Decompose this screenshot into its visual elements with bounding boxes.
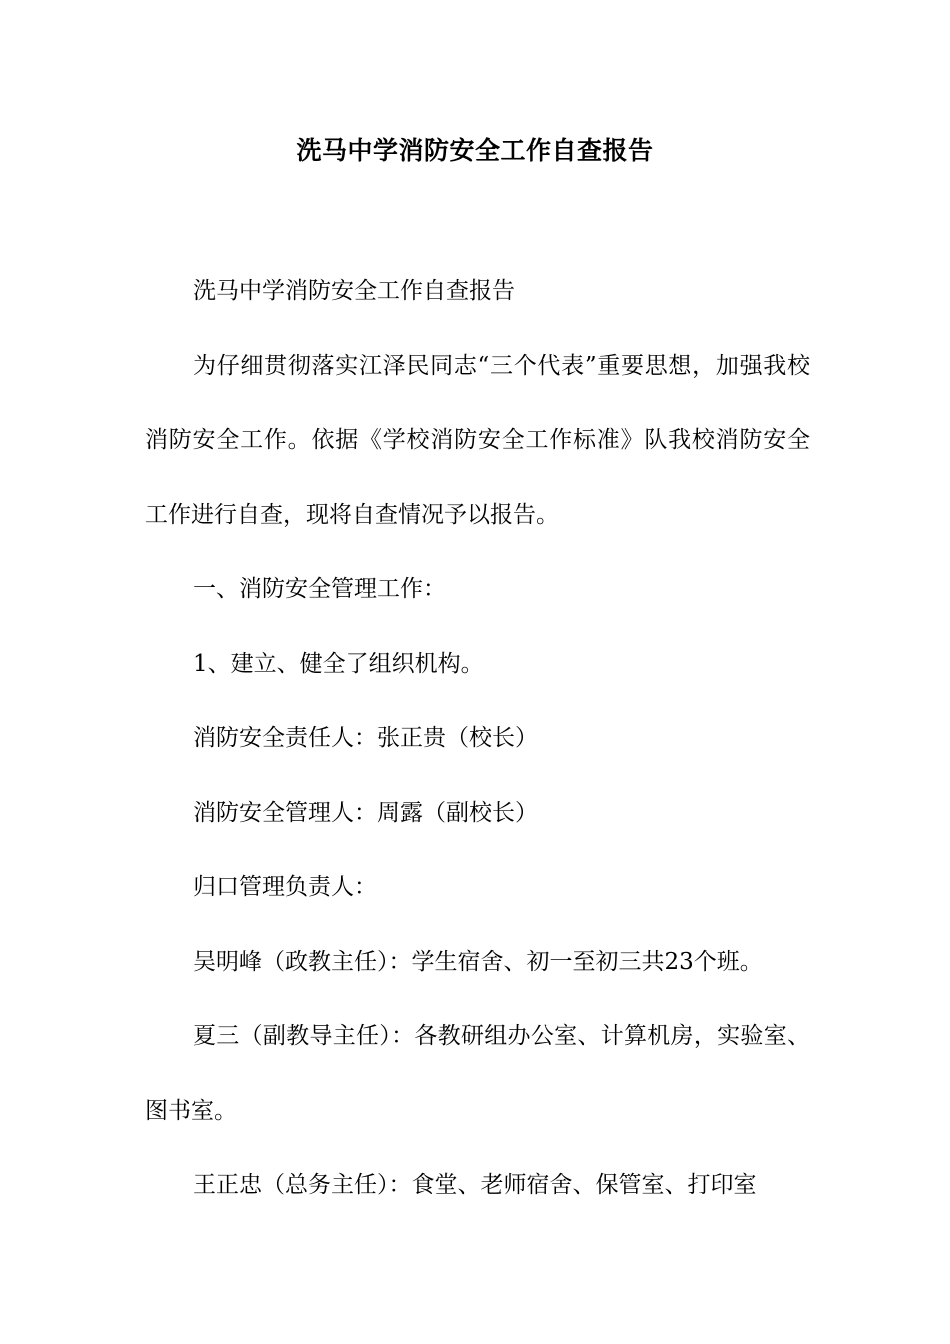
document-body: [145, 254, 810, 1223]
document-title: 洗马中学消防安全工作自查报告: [296, 136, 654, 165]
department-head-entry: 吴明峰（政教主任）：学生宿舍、初一至初三共23个班。: [193, 948, 763, 975]
department-head-entry: 王正忠（总务主任）：食堂、老师宿舍、保管室、打印室: [193, 1172, 757, 1198]
list-item: 1、建立、健全了组织机构。: [193, 650, 484, 677]
responsible-person: 消防安全责任人：张正贵（校长）: [193, 725, 538, 751]
department-head-entry: 夏三（副教导主任）：各教研组办公室、计算机房，实验室、图书室。: [145, 1023, 810, 1124]
section-heading: 一、消防安全管理工作：: [193, 576, 446, 602]
management-person: 消防安全管理人：周露（副校长）: [193, 799, 538, 826]
paragraph-intro: 为仔细贯彻落实江泽民同志“三个代表”重要思想，加强我校消防安全工作。依据《学校消防安全工作标准》队我校消防安全工作进行自查，现将自查情况予以报告。: [145, 352, 810, 528]
paragraph-heading: 洗马中学消防安全工作自查报告: [193, 278, 515, 304]
department-heads-label: 归口管理负责人：: [193, 874, 377, 900]
